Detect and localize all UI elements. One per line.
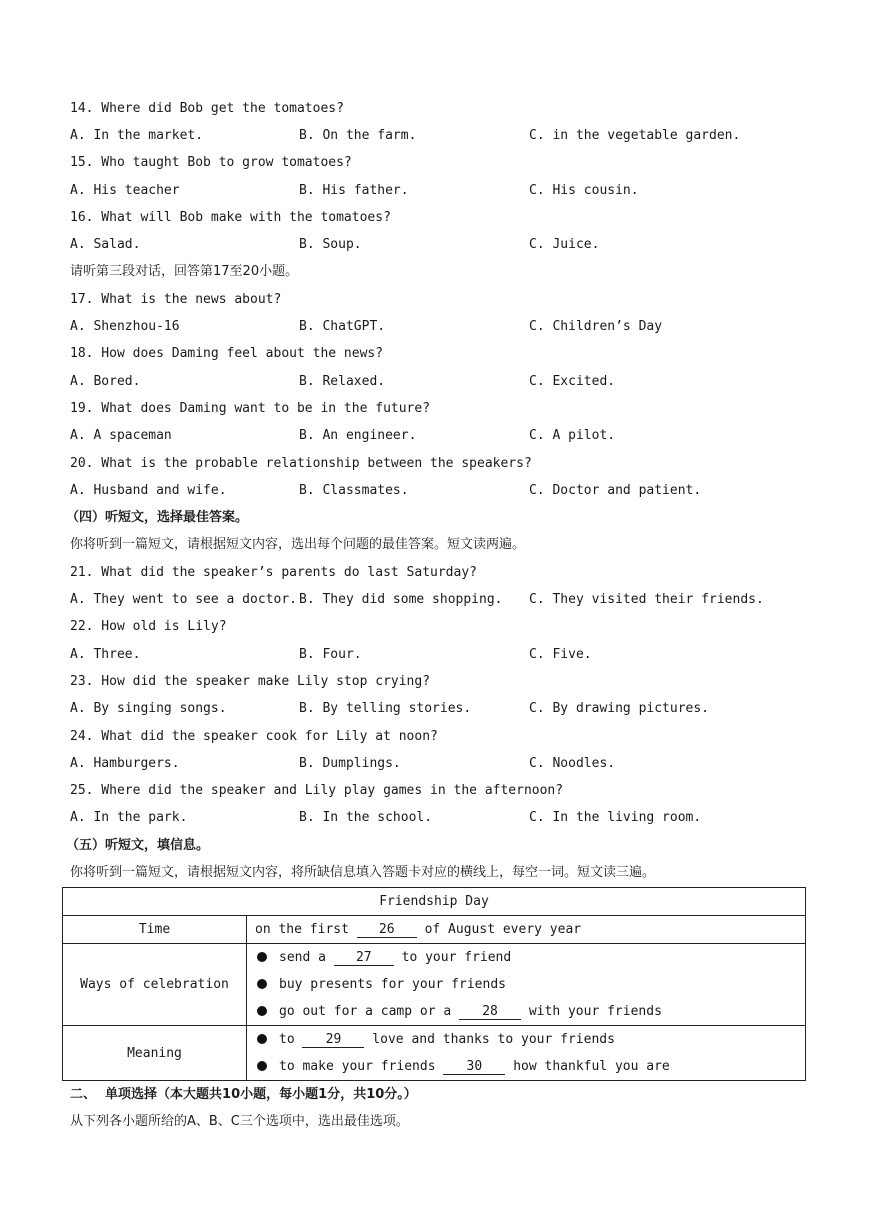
dialogue-3-instruction: 请听第三段对话，回答第17至20小题。 — [70, 264, 299, 279]
question-18: 18. How does Daming feel about the news? — [70, 346, 384, 361]
option-15c: C. His cousin. — [529, 183, 639, 198]
blank-28[interactable]: 28 — [459, 1004, 521, 1020]
option-19a: A. A spaceman — [70, 428, 172, 443]
section-4-instruction: 你将听到一篇短文，请根据短文内容，选出每个问题的最佳答案。短文读两遍。 — [70, 537, 526, 552]
option-25c: C. In the living room. — [529, 810, 702, 825]
section-4-title: （四）听短文，选择最佳答案。 — [66, 510, 249, 525]
table-title: Friendship Day — [63, 888, 806, 916]
option-20a: A. Husband and wife. — [70, 483, 227, 498]
ways-cell — [247, 944, 806, 1026]
question-20: 20. What is the probable relationship between the speakers? — [70, 456, 532, 471]
option-18b: B. Relaxed. — [299, 374, 386, 389]
question-23: 23. How did the speaker make Lily stop crying? — [70, 674, 431, 689]
blank-30[interactable]: 30 — [443, 1059, 505, 1075]
option-16b: B. Soup. — [299, 237, 362, 252]
part-2-title: 二、 单项选择（本大题共10小题，每小题1分，共10分。） — [70, 1087, 417, 1102]
option-23a: A. By singing songs. — [70, 701, 227, 716]
option-18c: C. Excited. — [529, 374, 616, 389]
option-15a: A. His teacher — [70, 183, 180, 198]
way-3-post: with your friends — [521, 1004, 662, 1019]
part-2-instruction: 从下列各小题所给的A、B、C三个选项中，选出最佳选项。 — [70, 1114, 409, 1129]
option-19c: C. A pilot. — [529, 428, 616, 443]
question-14: 14. Where did Bob get the tomatoes? — [70, 101, 344, 116]
bullet-icon — [257, 1034, 267, 1044]
option-19b: B. An engineer. — [299, 428, 417, 443]
blank-29[interactable]: 29 — [302, 1032, 364, 1048]
way-2: buy presents for your friends — [279, 977, 506, 992]
option-21c: C. They visited their friends. — [529, 592, 764, 607]
meaning-2-pre: to make your friends — [279, 1059, 444, 1074]
way-1-pre: send a — [279, 950, 334, 965]
option-15b: B. His father. — [299, 183, 409, 198]
option-17c: C. Children’s Day — [529, 319, 663, 334]
time-cell — [247, 916, 806, 944]
option-14b: B. On the farm. — [299, 128, 417, 143]
option-14c: C. in the vegetable garden. — [529, 128, 741, 143]
way-3-pre: go out for a camp or a — [279, 1004, 460, 1019]
bullet-icon — [257, 979, 267, 989]
section-5-title: （五）听短文，填信息。 — [66, 838, 210, 853]
option-14a: A. In the market. — [70, 128, 204, 143]
option-22c: C. Five. — [529, 647, 592, 662]
option-23c: C. By drawing pictures. — [529, 701, 710, 716]
question-15: 15. Who taught Bob to grow tomatoes? — [70, 155, 352, 170]
option-24c: C. Noodles. — [529, 756, 616, 771]
option-20b: B. Classmates. — [299, 483, 409, 498]
section-5-instruction: 你将听到一篇短文，请根据短文内容，将所缺信息填入答题卡对应的横线上，每空一词。短文读三遍。 — [70, 865, 656, 880]
question-19: 19. What does Daming want to be in the future? — [70, 401, 431, 416]
option-22a: A. Three. — [70, 647, 141, 662]
option-17b: B. ChatGPT. — [299, 319, 386, 334]
option-25a: A. In the park. — [70, 810, 188, 825]
question-22: 22. How old is Lily? — [70, 619, 227, 634]
meaning-2-post: how thankful you are — [505, 1059, 670, 1074]
question-17: 17. What is the news about? — [70, 292, 282, 307]
option-25b: B. In the school. — [299, 810, 433, 825]
option-24b: B. Dumplings. — [299, 756, 401, 771]
time-text-post: of August every year — [416, 922, 582, 937]
way-1-post: to your friend — [393, 950, 512, 965]
time-label: Time — [63, 916, 247, 944]
question-24: 24. What did the speaker cook for Lily at noon? — [70, 729, 438, 744]
option-23b: B. By telling stories. — [299, 701, 472, 716]
option-16c: C. Juice. — [529, 237, 600, 252]
friendship-day-table — [62, 887, 806, 1081]
option-18a: A. Bored. — [70, 374, 141, 389]
option-17a: A. Shenzhou-16 — [70, 319, 180, 334]
option-22b: B. Four. — [299, 647, 362, 662]
option-24a: A. Hamburgers. — [70, 756, 180, 771]
meaning-label: Meaning — [63, 1026, 247, 1081]
meaning-1-post: love and thanks to your friends — [364, 1032, 615, 1047]
bullet-icon — [257, 952, 267, 962]
ways-label: Ways of celebration — [63, 944, 247, 1026]
option-21a: A. They went to see a doctor. — [70, 592, 297, 607]
blank-26[interactable]: 26 — [357, 922, 417, 938]
question-16: 16. What will Bob make with the tomatoes? — [70, 210, 391, 225]
meaning-1-pre: to — [279, 1032, 303, 1047]
blank-27[interactable]: 27 — [334, 950, 394, 966]
bullet-icon — [257, 1006, 267, 1016]
option-21b: B. They did some shopping. — [299, 592, 503, 607]
meaning-cell — [247, 1026, 806, 1081]
option-20c: C. Doctor and patient. — [529, 483, 702, 498]
question-21: 21. What did the speaker’s parents do last Saturday? — [70, 565, 477, 580]
time-text-pre: on the first — [255, 922, 357, 937]
option-16a: A. Salad. — [70, 237, 141, 252]
question-25: 25. Where did the speaker and Lily play games in the afternoon? — [70, 783, 564, 798]
bullet-icon — [257, 1061, 267, 1071]
